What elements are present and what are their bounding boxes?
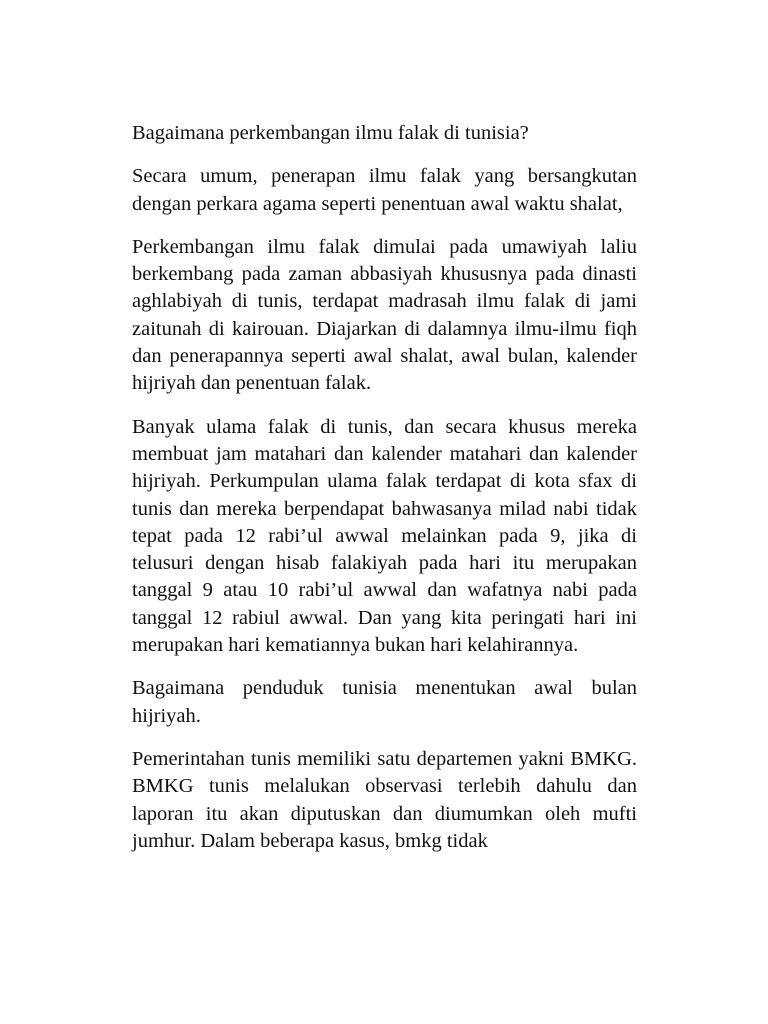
paragraph-1: Secara umum, penerapan ilmu falak yang bersangkutan dengan perkara agama seperti penentuan awal waktu shalat, bbox=[132, 165, 637, 215]
question-heading-2: Bagaimana penduduk tunisia menentukan awal bulan hijriyah. bbox=[132, 677, 637, 727]
question-heading-1: Bagaimana perkembangan ilmu falak di tunisia? bbox=[132, 122, 529, 144]
paragraph-3: Banyak ulama falak di tunis, dan secara khusus mereka membuat jam matahari dan kalender matahari dan kalender hijriyah. Perkumpulan ulama falak terdapat di kota sfax di tunis dan mereka berpendapat bahwasanya milad nabi tidak tepat pada 12 rabi’ul awwal melainkan pada 9, jika di telusuri dengan hisab falakiyah pada hari itu merupakan tanggal 9 atau 10 rabi’ul awwal dan wafatnya nabi pada tanggal 12 rabiul awwal. Dan yang kita peringati hari ini merupakan hari kematiannya bukan hari kelahirannya. bbox=[132, 415, 637, 657]
document-body bbox=[132, 120, 637, 871]
paragraph-4: Pemerintahan tunis memiliki satu departemen yakni BMKG. BMKG tunis melalukan observasi terlebih dahulu dan laporan itu akan diputuskan dan diumumkan oleh mufti jumhur. Dalam beberapa kasus, bmkg tidak bbox=[132, 747, 637, 852]
paragraph-2: Perkembangan ilmu falak dimulai pada umawiyah laliu berkembang pada zaman abbasiyah khususnya pada dinasti aghlabiyah di tunis, terdapat madrasah ilmu falak di jami zaitunah di kairouan. Diajarkan di dalamnya ilmu-ilmu fiqh dan penerapannya seperti awal shalat, awal bulan, kalender hijriyah dan penentuan falak. bbox=[132, 235, 637, 395]
